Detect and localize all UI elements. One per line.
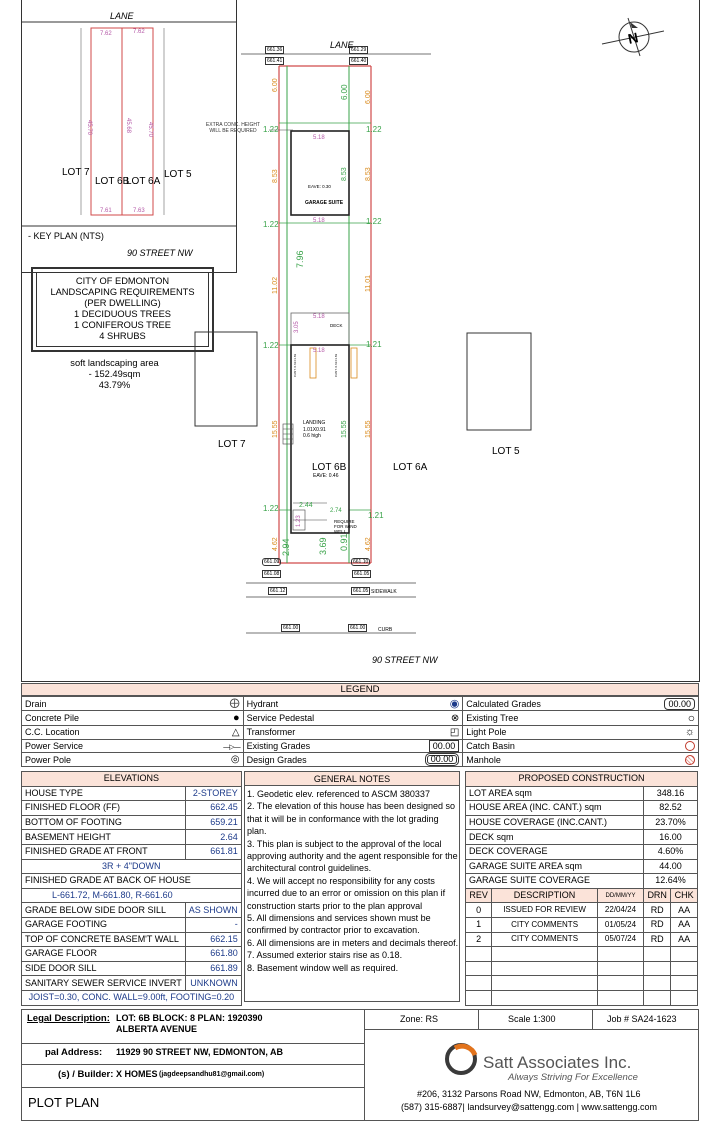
sidewalk-label: SIDEWALK <box>371 589 397 595</box>
existing-grades-box: 00.00 <box>429 740 460 752</box>
dim-2-74: 2.74 <box>330 508 342 514</box>
rev-cell: RD <box>644 903 671 918</box>
plan-title: PLOT PLAN <box>28 1095 100 1110</box>
dim-4-62-right: 4.62 <box>365 537 372 551</box>
rev-header: REV <box>466 888 492 903</box>
win-well-line-2: FOR WIND <box>334 524 357 529</box>
dim-15-55-left: 15.55 <box>272 420 279 438</box>
legend-calculated-label: Calculated Grades <box>463 697 583 711</box>
dim-6-00-left: 6.00 <box>272 78 279 92</box>
elev-row-value: 661.89 <box>185 961 241 976</box>
note-line: 8. Basement window well as required. <box>247 962 399 973</box>
dim-1-22-top-left: 1.22 <box>263 125 279 134</box>
note-line: 5. All dimensions and services shown must be <box>247 913 431 924</box>
job-label: Job # SA24-1623 <box>607 1014 677 1024</box>
rev-cell: RD <box>644 932 671 947</box>
manhole-icon <box>685 755 695 765</box>
rev-cell: 01/05/24 <box>597 917 643 932</box>
note-line: 7. Assumed exterior stairs rise as 0.18. <box>247 950 403 961</box>
pink-dim: 3.05 <box>294 321 300 333</box>
legend-service-pedestal-label: Service Pedestal <box>243 711 363 726</box>
legend-light-pole-label: Light Pole <box>463 726 583 740</box>
zone-label: Zone: RS <box>400 1014 439 1024</box>
rev-cell: 22/04/24 <box>597 903 643 918</box>
legend-concrete-pile-label: Concrete Pile <box>22 711 174 726</box>
dim-1-22-front-left: 1.22 <box>263 504 279 513</box>
company-address: #206, 3132 Parsons Road NW, Edmonton, AB, T6N 1L6 <box>417 1089 641 1099</box>
site-lot-6a-label: LOT 6A <box>393 462 428 473</box>
garage-suite-label: GARAGE SUITE <box>305 200 344 206</box>
key-dim-side-3: 45.70 <box>147 122 153 138</box>
win-well-line-1: REQUIRE <box>334 519 355 524</box>
cc-location-icon: △ <box>231 726 240 738</box>
note-line: 4. We will accept no responsibility for any costs <box>247 875 435 886</box>
rev-cell: AA <box>671 917 698 932</box>
elev-row-label: HOUSE TYPE <box>22 786 186 801</box>
legend-transformer-label: Transformer <box>243 726 363 740</box>
existing-tree-icon: ○ <box>687 711 695 725</box>
calculated-grades-box: 00.00 <box>664 698 695 710</box>
note-line: that it will be in conformance with the lot grading <box>247 813 439 824</box>
dim-8-53-mid: 8.53 <box>341 167 348 181</box>
dim-1-22-mid-left: 1.22 <box>263 220 279 229</box>
lot-6b-eave-label: EAVE: 0.46 <box>313 473 339 479</box>
rev-cell: AA <box>671 903 698 918</box>
pink-dim: 5.18 <box>313 218 325 224</box>
proposed-value: 82.52 <box>644 801 698 816</box>
proposed-label: GARAGE SUITE COVERAGE <box>466 874 644 889</box>
grade-box: 661.41 <box>267 58 283 64</box>
address-label: pal Address: <box>45 1047 103 1058</box>
elev-row-label: TOP OF CONCRETE BASEM'T WALL <box>22 932 186 947</box>
landscaping-line-3: (PER DWELLING) <box>84 298 161 308</box>
rev-header: DD/MM/YY <box>597 888 643 903</box>
deck-label: DECK <box>330 323 343 328</box>
grade-box: 661.08 <box>264 571 280 577</box>
rev-cell: CITY COMMENTS <box>492 917 598 932</box>
elev-row-value: - <box>185 917 241 932</box>
rev-cell: ISSUED FOR REVIEW <box>492 903 598 918</box>
hydrant-icon: ◉ <box>449 698 460 710</box>
grade-box: 661.36 <box>267 47 283 53</box>
landing-line-2: 1.01X0.91 <box>303 426 326 433</box>
dim-1-22-mid-right: 1.22 <box>366 217 382 226</box>
builder-label: (s) / Builder: <box>58 1069 114 1080</box>
site-lane-label: LANE <box>330 40 354 50</box>
elev-row-label: SANITARY SEWER SERVICE INVERT <box>22 976 186 991</box>
key-dim-side-1: 45.70 <box>86 120 92 136</box>
elev-row-label: GRADE BELOW SIDE DOOR SILL <box>22 903 186 918</box>
elev-row-value: 2.64 <box>185 830 241 845</box>
dim-6-00-right: 6.00 <box>365 90 372 104</box>
elev-row-label: GARAGE FOOTING <box>22 917 186 932</box>
scale-label: Scale 1:300 <box>508 1014 556 1024</box>
key-plan-lane-label: LANE <box>110 11 134 21</box>
proposed-label: HOUSE AREA (INC. CANT.) sqm <box>466 801 644 816</box>
note-line: incurred due to an error or omission on this plan if <box>247 888 446 899</box>
rev-cell: 1 <box>466 917 492 932</box>
key-dim-bottom-1: 7.61 <box>100 208 112 214</box>
site-lot-7-label: LOT 7 <box>218 439 246 450</box>
dim-11-02: 11.02 <box>272 277 279 294</box>
grade-box: 661.00 <box>350 625 366 631</box>
key-plan-caption: - KEY PLAN (NTS) <box>28 231 104 241</box>
proposed-value: 16.00 <box>644 830 698 845</box>
elev-row-value: 662.15 <box>185 932 241 947</box>
dim-4-62-left: 4.62 <box>272 537 279 551</box>
company-contact: (587) 315-6887| landsurvey@sattengg.com | www.sattengg.com <box>401 1102 657 1112</box>
legend-cc-location-label: C.C. Location <box>22 726 174 740</box>
proposed-value: 12.64% <box>644 874 698 889</box>
landing-line-3: 0.6 high <box>303 433 321 439</box>
grade-box: 661.00 <box>283 625 299 631</box>
satt-logo-icon <box>443 1040 483 1080</box>
dim-1-21-deck-right: 1.21 <box>366 340 382 349</box>
legal-value: LOT: 6B BLOCK: 8 PLAN: 1920390 <box>116 1013 263 1023</box>
proposed-label: DECK sqm <box>466 830 644 845</box>
legend-power-service-label: Power Service <box>22 739 174 753</box>
transformer-icon: ◰ <box>449 726 460 738</box>
dim-8-53-left: 8.53 <box>272 169 279 183</box>
elev-row-value: 659.21 <box>185 815 241 830</box>
light-pole-icon: ☼ <box>684 726 695 739</box>
pink-dim: 1.23 <box>296 515 302 527</box>
dim-3-69: 3.69 <box>318 537 328 555</box>
extra-conc-note <box>201 122 265 134</box>
cantilever-tag-left: CANT. 0.61X1.83 <box>293 353 297 377</box>
legend-power-pole-label: Power Pole <box>22 753 174 767</box>
rev-cell: 0 <box>466 903 492 918</box>
builder-value: X HOMES <box>116 1069 158 1079</box>
elev-row-value: 661.80 <box>185 947 241 962</box>
dim-15-55-right: 15.55 <box>365 420 372 438</box>
site-lot-5-label: LOT 5 <box>492 446 520 457</box>
elev-row-label: BOTTOM OF FOOTING <box>22 815 186 830</box>
elev-row-label: GARAGE FLOOR <box>22 947 186 962</box>
key-plan-street: 90 STREET NW <box>127 248 193 258</box>
elev-back-label: FINISHED GRADE AT BACK OF HOUSE <box>22 874 242 889</box>
elev-row-value: 2-STOREY <box>185 786 241 801</box>
proposed-value: 23.70% <box>644 815 698 830</box>
legend-title: LEGEND <box>21 683 699 696</box>
general-notes-title: GENERAL NOTES <box>245 772 459 786</box>
dim-1-22-deck-left: 1.22 <box>263 341 279 350</box>
elev-back-values: L-661.72, M-661.80, R-661.60 <box>22 888 242 903</box>
rev-header: CHK <box>671 888 698 903</box>
landscaping-line-5: 1 CONIFEROUS TREE <box>74 320 171 330</box>
extra-conc-line-1: EXTRA CONC. HEIGHT <box>205 122 261 128</box>
dim-1-22-top-right: 1.22 <box>366 125 382 134</box>
elev-row-value: AS SHOWN <box>185 903 241 918</box>
legend-manhole-label: Manhole <box>463 753 583 767</box>
elev-row-label: SIDE DOOR SILL <box>22 961 186 976</box>
key-lot-7: LOT 7 <box>62 167 90 178</box>
proposed-value: 4.60% <box>644 844 698 859</box>
legend-design-grades-label: Design Grades <box>243 753 363 767</box>
rev-header: DRN <box>644 888 671 903</box>
window-well-note <box>334 519 357 534</box>
legend-existing-grades-label: Existing Grades <box>243 739 363 753</box>
elev-row-value: 661.81 <box>185 844 241 859</box>
rev-cell: RD <box>644 917 671 932</box>
proposed-title: PROPOSED CONSTRUCTION <box>466 772 698 787</box>
legend-hydrant-label: Hydrant <box>243 697 363 711</box>
catch-basin-icon <box>685 741 695 751</box>
north-letter: N <box>626 29 640 47</box>
elev-risers: 3R + 4"DOWN <box>22 859 242 874</box>
general-notes-box <box>244 771 460 1002</box>
key-dim-side-2: 45.68 <box>125 118 131 134</box>
note-line: 1. Geodetic elev. referenced to ASCM 380337 <box>247 789 430 799</box>
proposed-label: DECK COVERAGE <box>466 844 644 859</box>
key-lot-6a: LOT 6A <box>126 176 161 187</box>
soft-line-1: soft landscaping area <box>70 358 159 368</box>
grade-box: 661.05 <box>354 571 370 577</box>
elev-row-label: BASEMENT HEIGHT <box>22 830 186 845</box>
dim-8-53-right: 8.53 <box>365 167 372 181</box>
dim-1-21-front-right: 1.21 <box>368 511 384 520</box>
grade-box: 661.40 <box>351 58 367 64</box>
rev-cell: CITY COMMENTS <box>492 932 598 947</box>
elev-row-label: FINISHED GRADE AT FRONT <box>22 844 186 859</box>
landscaping-line-2: LANDSCAPING REQUIREMENTS <box>50 287 195 297</box>
general-notes-body <box>247 788 458 974</box>
dim-2-94: 2.94 <box>281 538 291 556</box>
legal-value-2: ALBERTA AVENUE <box>116 1024 197 1034</box>
note-line: 3. This plan is subject to the approval of the local <box>247 838 442 849</box>
note-line: 2. The elevation of this house has been designed so <box>247 801 455 812</box>
lot-6b-main-label: LOT 6B <box>312 462 347 473</box>
grade-box: 661.12 <box>270 588 286 594</box>
legend-drain-label: Drain <box>22 697 174 711</box>
landing-line-1: LANDING <box>303 420 326 426</box>
elev-row-value: UNKNOWN <box>185 976 241 991</box>
company-tagline: Always Striving For Excellence <box>508 1072 638 1083</box>
key-dim-top-1: 7.62 <box>100 31 112 37</box>
elev-row-label: FINISHED FLOOR (FF) <box>22 801 186 816</box>
note-line: 6. All dimensions are in meters and decimals thereof. <box>247 937 459 948</box>
curb-label: CURB <box>378 627 393 633</box>
dim-0-91: 0.91 <box>339 533 349 551</box>
garage-eave-label: EAVE: 0.30 <box>308 184 331 189</box>
note-line: approving authority and the agent responsible for the <box>247 851 458 862</box>
legal-label: Legal Description: <box>27 1013 110 1024</box>
landing-note <box>303 420 326 440</box>
note-line: plan. <box>247 826 267 837</box>
proposed-label: LOT AREA sqm <box>466 786 644 801</box>
rev-cell: 05/07/24 <box>597 932 643 947</box>
key-dim-top-2: 7.62 <box>133 29 145 35</box>
site-street-label: 90 STREET NW <box>372 655 438 665</box>
soft-line-3: 43.79% <box>98 380 131 390</box>
concrete-pile-icon: ● <box>232 712 240 724</box>
key-dim-bottom-2: 7.63 <box>133 208 145 214</box>
pink-dim: 5.18 <box>313 135 325 141</box>
elev-row-value: 662.45 <box>185 801 241 816</box>
legend-catch-basin-label: Catch Basin <box>463 739 583 753</box>
grade-box: 661.05 <box>353 588 369 594</box>
dim-15-55-mid: 15.55 <box>341 420 348 438</box>
dim-2-44: 2.44 <box>299 502 313 509</box>
proposed-value: 44.00 <box>644 859 698 874</box>
grade-box: 661.29 <box>351 47 367 53</box>
builder-email: (jagdeepsandhu81@gmail.com) <box>159 1071 265 1078</box>
win-well-line-3: WELL <box>334 529 347 534</box>
landscaping-line-6: 4 SHRUBS <box>99 331 146 341</box>
elevations-title: ELEVATIONS <box>22 772 242 787</box>
note-line: confirmed by contractor prior to excavation. <box>247 925 420 936</box>
power-pole-icon: ◎ <box>230 754 240 766</box>
legend-existing-tree-label: Existing Tree <box>463 711 583 726</box>
design-grades-box: 00.00 <box>425 753 460 766</box>
dim-11-01: 11.01 <box>365 275 372 292</box>
key-lot-5: LOT 5 <box>164 169 192 180</box>
pink-dim: 5.18 <box>313 348 325 354</box>
proposed-value: 348.16 <box>644 786 698 801</box>
service-pedestal-icon: ⊗ <box>450 712 460 724</box>
key-lot-6b: LOT 6B <box>95 176 130 187</box>
company-name: Satt Associates Inc. <box>483 1053 632 1072</box>
dim-7-96: 7.96 <box>295 250 305 268</box>
landscaping-line-1: CITY OF EDMONTON <box>75 276 170 286</box>
grade-box: 661.09 <box>264 559 280 565</box>
note-line: construction starts prior to the plan approval <box>247 900 423 911</box>
dim-6-00-mid: 6.00 <box>340 84 349 100</box>
site-plan-drawing <box>21 0 700 682</box>
cantilever-tag-right: CANT. 0.61X1.83 <box>334 353 338 377</box>
power-service-icon: —▷— <box>223 743 240 751</box>
elevations-table <box>21 771 242 1006</box>
extra-conc-line-2: WILL BE REQUIRED <box>209 128 257 134</box>
proposed-label: HOUSE COVERAGE (INC.CANT.) <box>466 815 644 830</box>
proposed-table <box>465 771 698 1006</box>
grade-box: 661.10 <box>353 559 369 565</box>
rev-cell: AA <box>671 932 698 947</box>
legend-table <box>21 696 699 767</box>
drain-icon: ⨁ <box>229 698 240 709</box>
landscaping-line-4: 1 DECIDUOUS TREES <box>74 309 171 319</box>
pink-dim: 5.18 <box>313 314 325 320</box>
address-value: 11929 90 STREET NW, EDMONTON, AB <box>116 1047 284 1057</box>
rev-cell: 2 <box>466 932 492 947</box>
rev-header: DESCRIPTION <box>492 888 598 903</box>
elev-footer: JOIST=0.30, CONC. WALL=9.00ft, FOOTING=0.20 <box>22 990 242 1005</box>
note-line: architectural control guidelines. <box>247 863 372 874</box>
proposed-label: GARAGE SUITE AREA sqm <box>466 859 644 874</box>
soft-line-2: - 152.49sqm <box>88 369 141 379</box>
